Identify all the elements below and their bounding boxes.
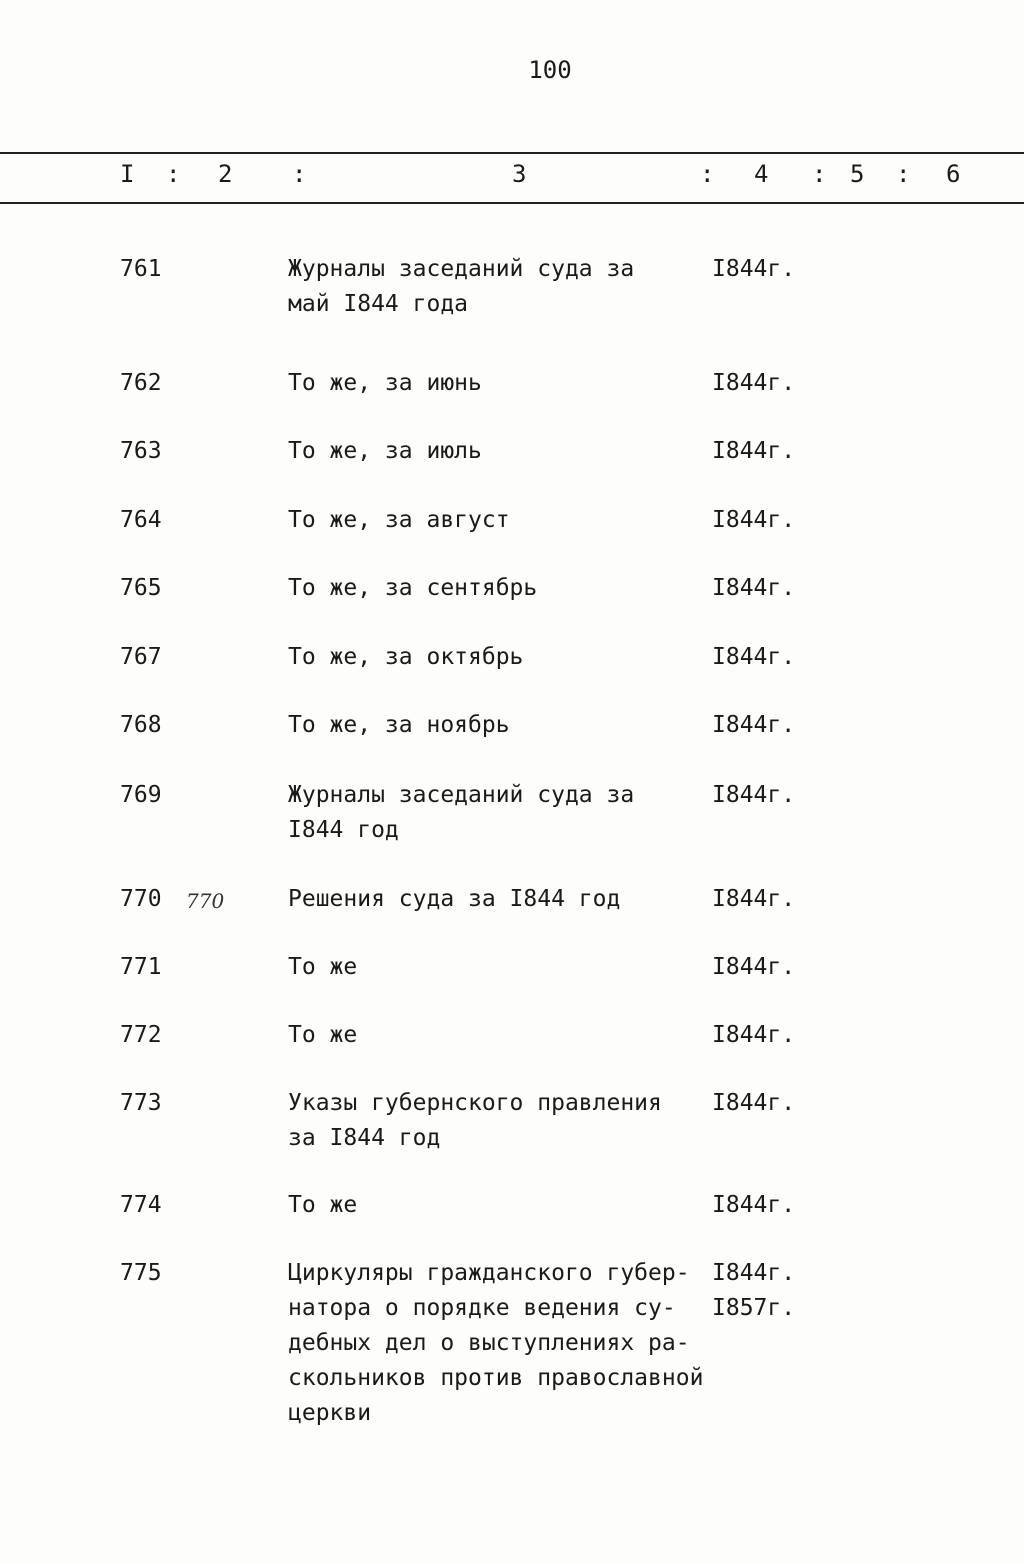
column-header-6: 6: [946, 160, 961, 188]
header-top-rule: [0, 152, 1024, 154]
item-dates: I844г.: [712, 712, 796, 738]
page-number: 100: [528, 56, 572, 84]
item-dates: I844г.: [712, 954, 796, 980]
item-description: То же: [288, 954, 358, 980]
item-number: 761: [120, 256, 162, 282]
item-dates: I844г.: [712, 1192, 796, 1218]
item-number: 772: [120, 1022, 162, 1048]
item-dates: I844г.: [712, 886, 796, 912]
item-number: 770: [120, 886, 162, 912]
column-separator: :: [700, 160, 715, 188]
item-dates: I844г.: [712, 1090, 796, 1116]
item-description: То же, за август: [288, 507, 510, 533]
item-dates: I844г.: [712, 507, 796, 533]
item-number: 771: [120, 954, 162, 980]
item-number: 762: [120, 370, 162, 396]
item-number: 765: [120, 575, 162, 601]
item-dates: I844г.: [712, 644, 796, 670]
item-description: Журналы заседаний суда за май I844 года: [288, 256, 635, 317]
item-dates: I844г.: [712, 256, 796, 282]
item-dates: I844г. I857г.: [712, 1260, 796, 1321]
item-number: 764: [120, 507, 162, 533]
item-description: То же: [288, 1022, 358, 1048]
item-dates: I844г.: [712, 782, 796, 808]
item-description: То же, за октябрь: [288, 644, 524, 670]
item-number: 774: [120, 1192, 162, 1218]
item-description: То же, за июнь: [288, 370, 482, 396]
item-number: 768: [120, 712, 162, 738]
column-header-4: 4: [754, 160, 769, 188]
item-dates: I844г.: [712, 370, 796, 396]
item-number: 769: [120, 782, 162, 808]
item-description: То же, за ноябрь: [288, 712, 510, 738]
column-separator: :: [812, 160, 827, 188]
item-description: Журналы заседаний суда за I844 год: [288, 782, 635, 843]
header-bottom-rule: [0, 202, 1024, 204]
item-description: То же, за июль: [288, 438, 482, 464]
item-dates: I844г.: [712, 438, 796, 464]
item-number: 767: [120, 644, 162, 670]
column-header-5: 5: [850, 160, 865, 188]
handwritten-note: 770: [186, 889, 225, 913]
item-number: 763: [120, 438, 162, 464]
item-description: Циркуляры гражданского губер- натора о порядке ведения су- дебных дел о выступлениях ра- скольников против православной церкви: [288, 1260, 704, 1426]
item-description: Указы губернского правления за I844 год: [288, 1090, 662, 1151]
column-separator: :: [292, 160, 307, 188]
item-dates: I844г.: [712, 575, 796, 601]
item-number: 773: [120, 1090, 162, 1116]
item-description: То же, за сентябрь: [288, 575, 538, 601]
item-description: То же: [288, 1192, 358, 1218]
column-header-1: I: [120, 160, 135, 188]
item-description: Решения суда за I844 год: [288, 886, 621, 912]
column-separator: :: [896, 160, 911, 188]
column-header-3: 3: [512, 160, 527, 188]
item-number: 775: [120, 1260, 162, 1286]
column-header-2: 2: [218, 160, 233, 188]
item-dates: I844г.: [712, 1022, 796, 1048]
column-separator: :: [166, 160, 181, 188]
